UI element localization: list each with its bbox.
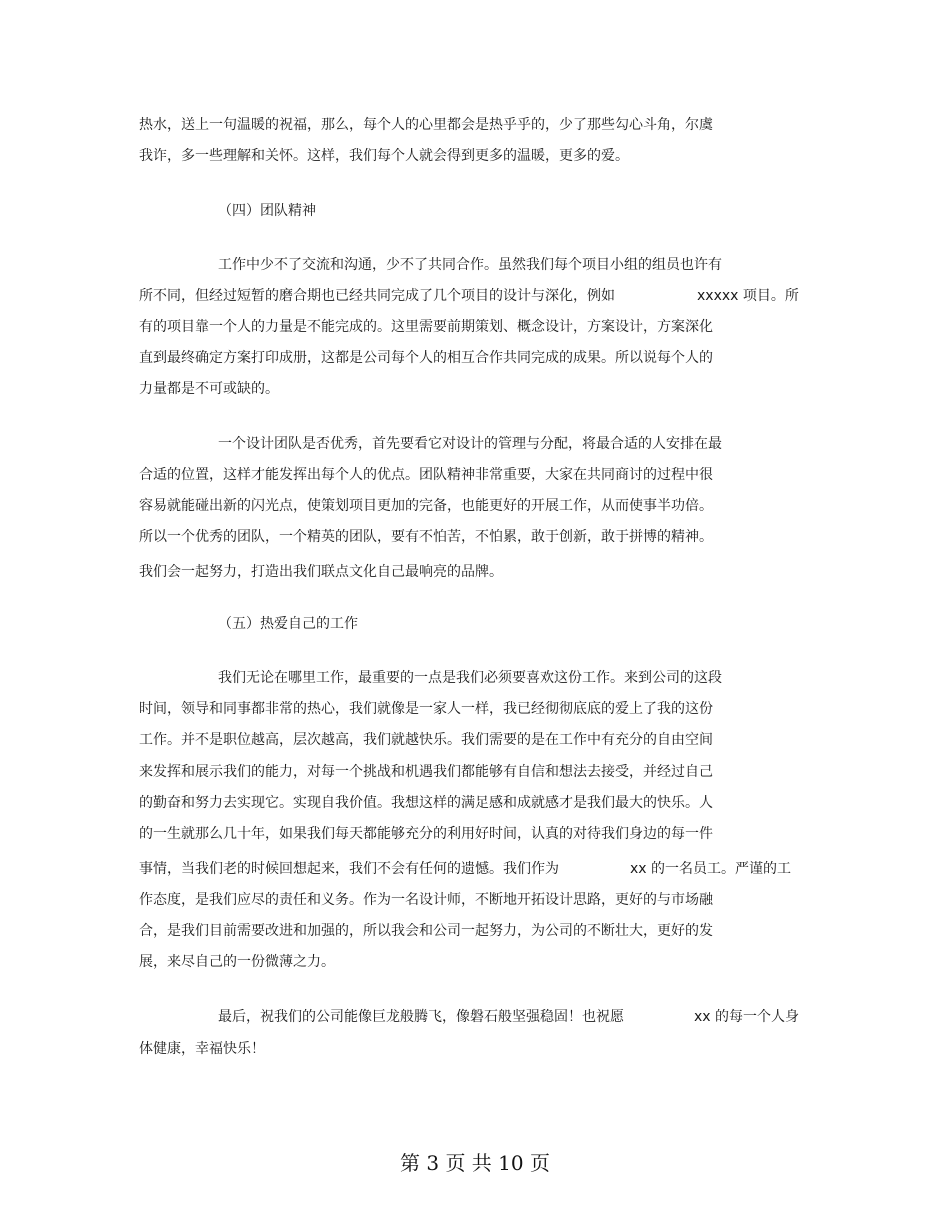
body-text-line: 的一生就那么几十年，如果我们每天都能够充分的利用好时间，认真的对待我们身边的每一件 [139, 826, 713, 842]
section-heading: （五）热爱自己的工作 [218, 616, 358, 632]
body-text-line: 力量都是不可或缺的。 [139, 381, 279, 397]
body-text-line: 热水，送上一句温暖的祝福，那么，每个人的心里都会是热乎乎的，少了那些勾心斗角，尔虞 [139, 117, 713, 133]
page-number-footer: 第 3 页 共 10 页 [400, 1151, 550, 1175]
body-text-line: 直到最终确定方案打印成册，这都是公司每个人的相互合作共同完成的成果。所以说每个人的 [139, 350, 713, 366]
body-text-line: 合适的位置，这样才能发挥出每个人的优点。团队精神非常重要，大家在共同商讨的过程中很 [139, 467, 713, 483]
body-text-line: 所以一个优秀的团队，一个精英的团队，要有不怕苦，不怕累，敢于创新，敢于拼博的精神。 [139, 529, 713, 545]
body-text-line: 我们会一起努力，打造出我们联点文化自己最响亮的品牌。 [139, 564, 503, 580]
body-text-line: 的勤奋和努力去实现它。实现自我价值。我想这样的满足感和成就感才是我们最大的快乐。人 [139, 795, 713, 811]
body-text-line: 工作中少不了交流和沟通，少不了共同合作。虽然我们每个项目小组的组员也许有 [218, 257, 722, 273]
body-text-line: 我们无论在哪里工作，最重要的一点是我们必须要喜欢这份工作。来到公司的这段 [218, 670, 722, 686]
body-text-line: 工作。并不是职位越高，层次越高，我们就越快乐。我们需要的是在工作中有充分的自由空间 [139, 732, 713, 748]
body-text-line: 最后，祝我们的公司能像巨龙般腾飞，像磐石般坚强稳固！也祝愿 [218, 1009, 624, 1025]
body-text-line: 所不同，但经过短暂的磨合期也已经共同完成了几个项目的设计与深化，例如 [139, 288, 615, 304]
body-text-line: xx 的一名员工。严谨的工 [630, 861, 792, 877]
section-heading: （四）团队精神 [218, 203, 316, 219]
body-text-line: 作态度，是我们应尽的责任和义务。作为一名设计师，不断地开拓设计思路，更好的与市场融 [139, 892, 713, 908]
body-text-line: xx 的每一个人身 [694, 1009, 800, 1025]
body-text-line: 来发挥和展示我们的能力，对每一个挑战和机遇我们都能够有自信和想法去接受，并经过自己 [139, 764, 713, 780]
body-text-line: 展，来尽自己的一份微薄之力。 [139, 954, 335, 970]
body-text-line: 合，是我们目前需要改进和加强的，所以我会和公司一起努力，为公司的不断壮大，更好的发 [139, 923, 713, 939]
body-text-line: 时间，领导和同事都非常的热心，我们就像是一家人一样，我已经彻彻底底的爱上了我的这份 [139, 701, 713, 717]
body-text-line: 我诈，多一些理解和关怀。这样，我们每个人就会得到更多的温暖，更多的爱。 [139, 148, 629, 164]
body-text-line: 容易就能碰出新的闪光点，使策划项目更加的完备，也能更好的开展工作，从而使事半功倍。 [139, 498, 713, 514]
body-text-line: 体健康，幸福快乐！ [139, 1041, 265, 1057]
body-text-line: 有的项目靠一个人的力量是不能完成的。这里需要前期策划、概念设计，方案设计，方案深化 [139, 319, 713, 335]
body-text-line: 一个设计团队是否优秀，首先要看它对设计的管理与分配，将最合适的人安排在最 [218, 436, 722, 452]
body-text-line: 事情，当我们老的时候回想起来，我们不会有任何的遗憾。我们作为 [139, 861, 559, 877]
body-text-line: xxxxx 项目。所 [697, 288, 799, 304]
